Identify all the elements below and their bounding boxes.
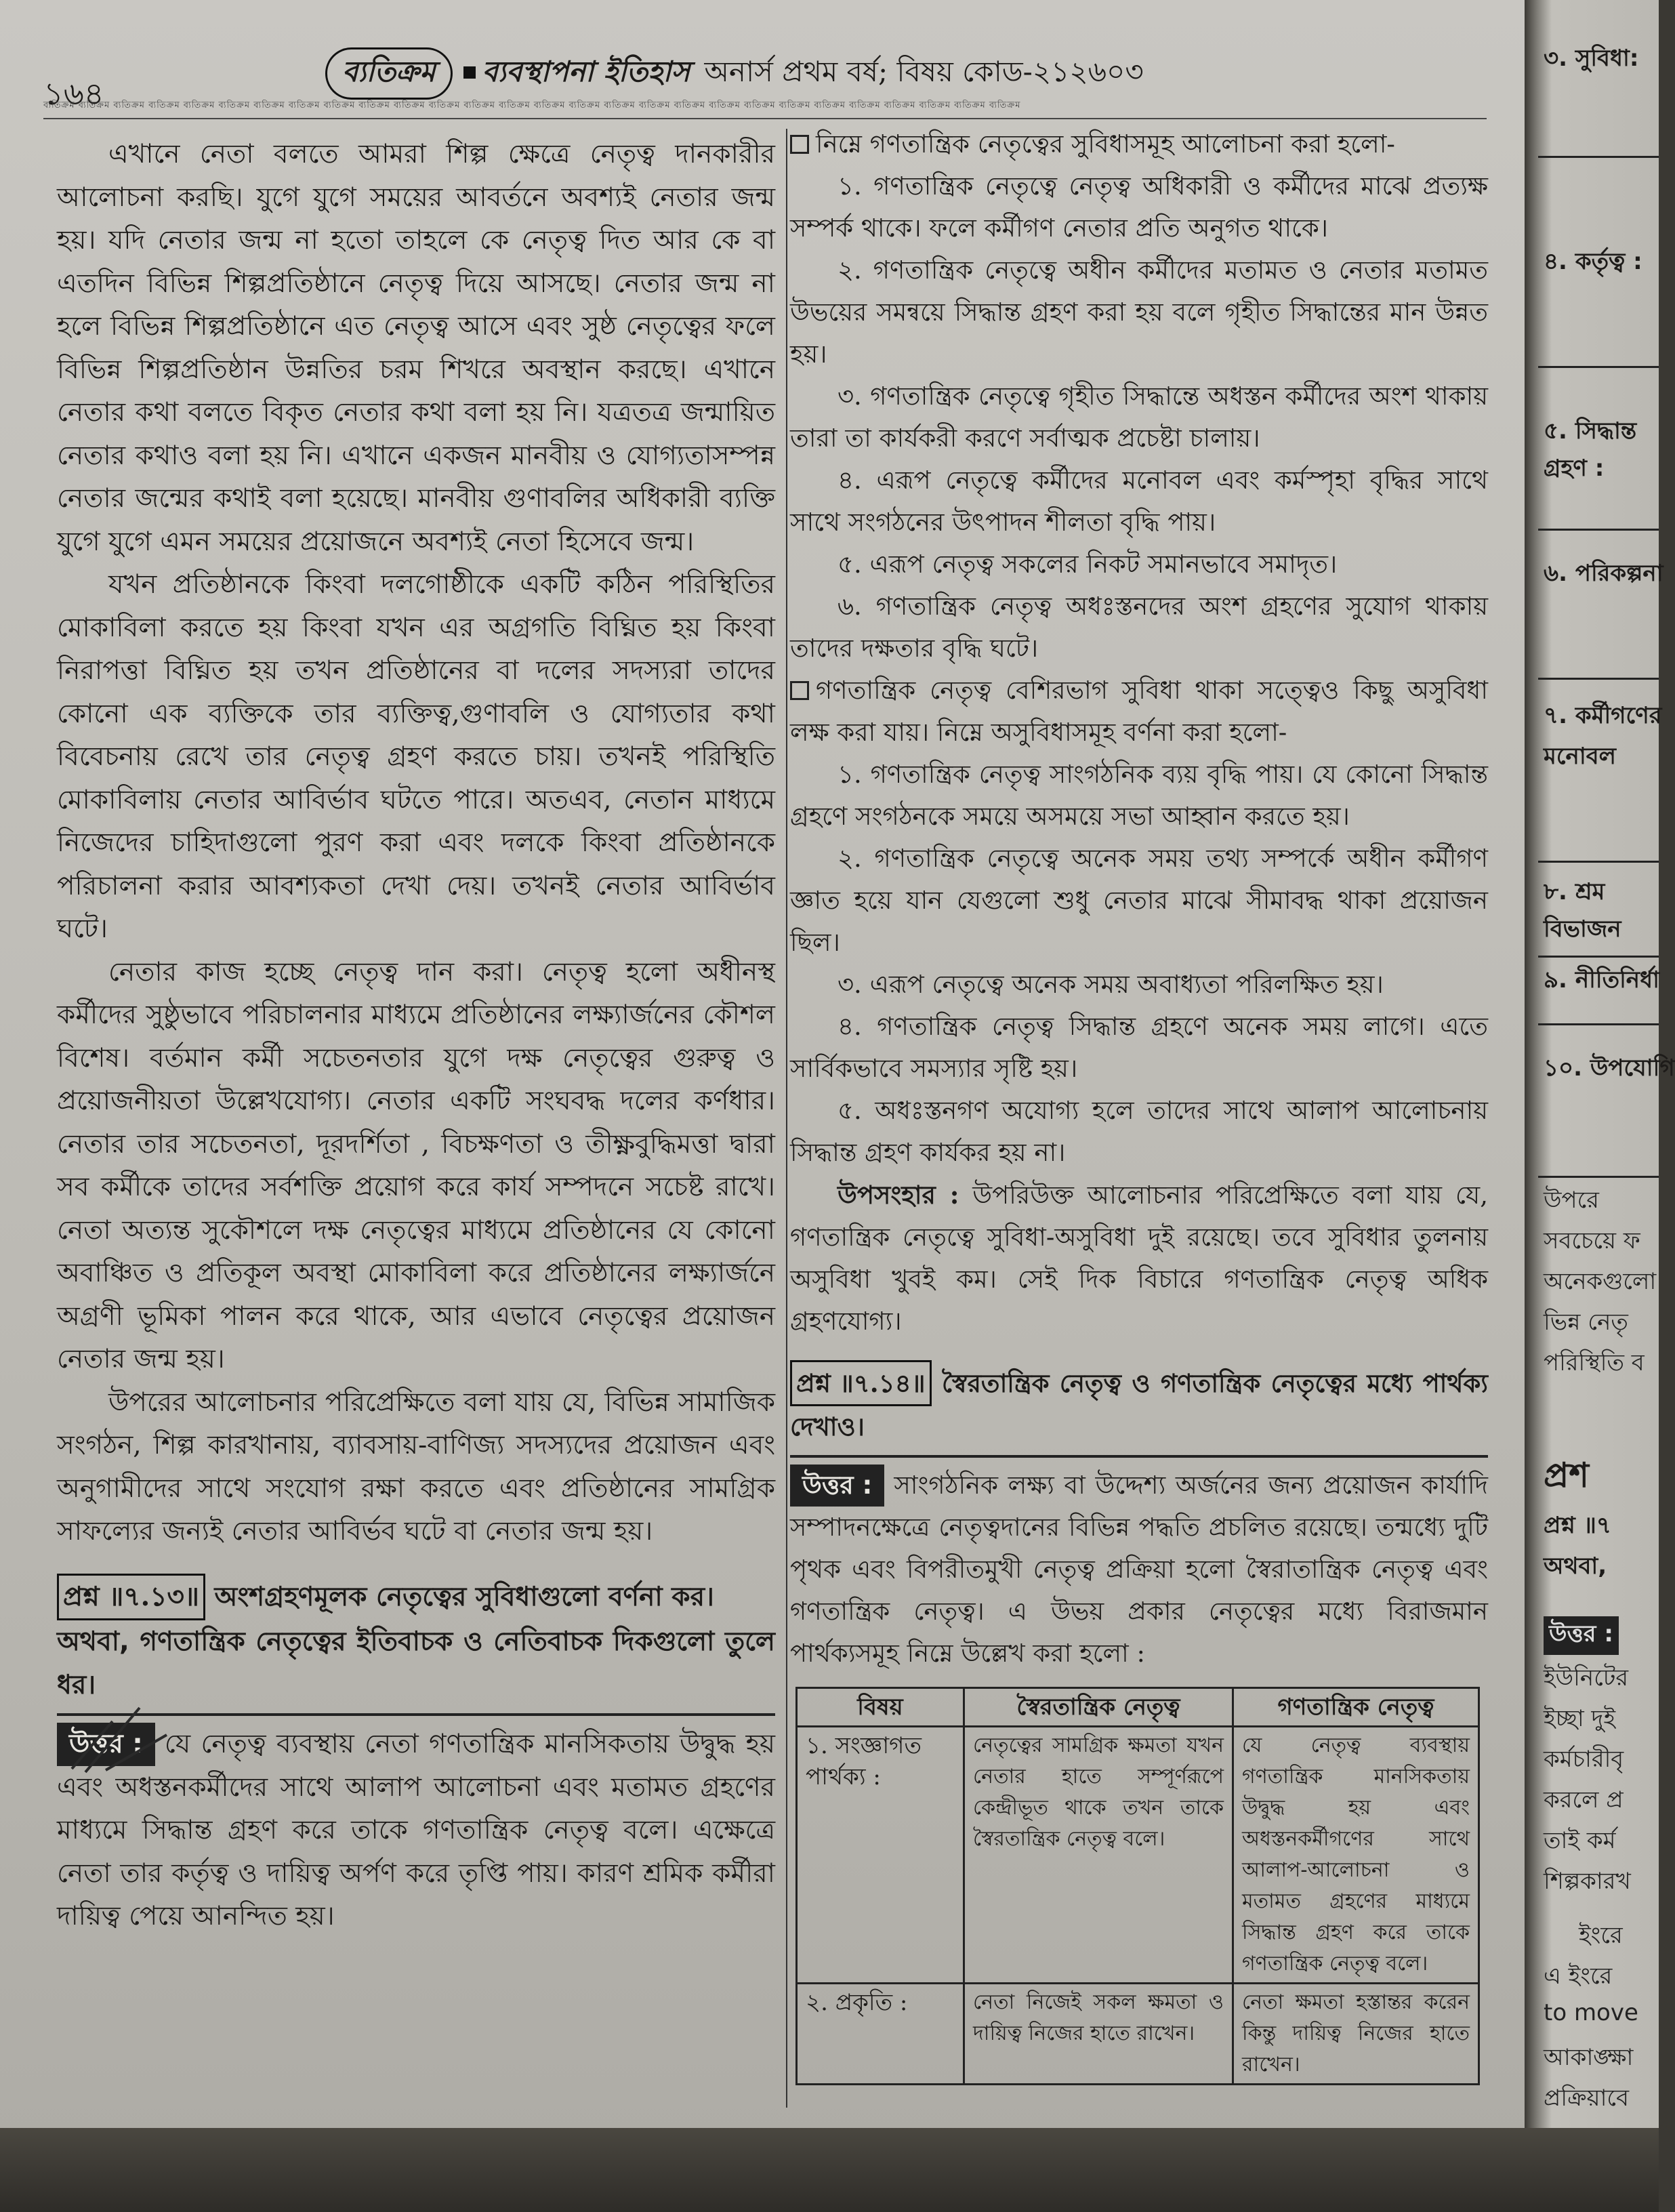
question-text: স্বৈরতান্ত্রিক নেতৃত্ব ও গণতান্ত্রিক নেতৃত্বের মধ্যে পার্থক্য দেখাও। [790, 1369, 1488, 1441]
adjacent-rule [1538, 956, 1659, 958]
advantage-item: ৬. গণতান্ত্রিক নেতৃত্ব অধঃস্তনদের অংশ গ্রহণের সুযোগ থাকায় তাদের দক্ষতার বৃদ্ধি ঘটে। [790, 592, 1488, 663]
table-cell: নেতা নিজেই সকল ক্ষমতা ও দায়িত্ব নিজের হাতে রাখেন। [964, 1984, 1233, 2085]
adjacent-text: সবচেয়ে ফ [1544, 1227, 1640, 1254]
right-column [790, 123, 1488, 2085]
adjacent-text: অনেকগুলো [1544, 1268, 1657, 1295]
adjacent-item: ৯. নীতিনির্ধা [1544, 966, 1660, 994]
divider [790, 1455, 1488, 1458]
adjacent-text: ইচ্ছা দুই [1544, 1705, 1616, 1732]
adjacent-rule [1538, 529, 1659, 531]
column-header: গণতান্ত্রিক নেতৃত্ব [1233, 1688, 1479, 1727]
adjacent-text: এ ইংরে [1544, 1963, 1613, 1990]
disadvantage-item: ৫. অধঃস্তনগণ অযোগ্য হলে তাদের সাথে আলাপ আলোচনায় সিদ্ধান্ত গ্রহণ কার্যকর হয় না। [790, 1096, 1488, 1167]
adjacent-item: ১০. উপযোগি [1544, 1054, 1675, 1082]
question-alternative: অথবা, গণতান্ত্রিক নেতৃত্বের ইতিবাচক ও নেতিবাচক দিকগুলো তুলে ধর। [57, 1626, 775, 1700]
adjacent-text: করলে প্র [1544, 1786, 1624, 1814]
adjacent-rule [1538, 861, 1659, 863]
disadvantages-intro: গণতান্ত্রিক নেতৃত্ব বেশিরভাগ সুবিধা থাকা সত্ত্বেও কিছু অসুবিধা লক্ষ করা যায়। নিম্নে অসুবিধাসমূহ বর্ণনা করা হলো- [790, 676, 1488, 747]
question-text: অংশগ্রহণমূলক নেতৃত্বের সুবিধাগুলো বর্ণনা কর। [214, 1581, 714, 1612]
advantages-intro: নিম্নে গণতান্ত্রিক নেতৃত্বের সুবিধাসমূহ আলোচনা করা হলো- [790, 123, 1488, 165]
conclusion: উপসংহার : উপরিউক্ত আলোচনার পরিপ্রেক্ষিতে বলা যায় যে, গণতান্ত্রিক নেতৃত্বে সুবিধা-অসুবিধা দুই রয়েছে। তবে সুবিধার তুলনায় অসুবিধা খুবই কম। সেই দিক বিচারে গণতান্ত্রিক নেতৃত্ব অধিক গ্রহণযোগ্য। [790, 1180, 1489, 1336]
column-header: স্বৈরতান্ত্রিক নেতৃত্ব [964, 1688, 1233, 1727]
paragraph: নেতার কাজ হচ্ছে নেতৃত্ব দান করা। নেতৃত্ব হলো অধীনস্থ কর্মীদের সুষ্ঠুভাবে পরিচালনার মাধ্যমে প্রতিষ্ঠানের লক্ষ্যার্জনের কৌশল বিশেষ। বর্তমান কর্মী সচেতনতার যুগে দক্ষ নেতৃত্বের গুরুত্ব ও প্রয়োজনীয়তা উল্লেখযোগ্য। নেতার একটি সংঘবদ্ধ দলের কর্ণধার। নেতার তার সচেতনতা, দূরদর্শিতা , বিচক্ষণতা ও তীক্ষ্ণবুদ্ধিমত্তা দ্বারা সব কর্মীকে তাদের সর্বশক্তি প্রয়োগ করে কার্য সম্পদনে সচেষ্ট রাখে। নেতা অত্যন্ত সুকৌশলে দক্ষ নেতৃত্বের মাধ্যমে প্রতিষ্ঠানের যে কোনো অবাঞ্চিত ও প্রতিকূল অবস্থা মোকাবিলা করে প্রতিষ্ঠানের লক্ষ্যার্জনে অগ্রণী ভূমিকা পালন করে থাকে, আর এভাবে নেতৃত্বের প্রয়োজন নেতার জন্ম হয়। [57, 956, 775, 1374]
adjacent-text: পরিস্থিতি ব [1544, 1349, 1645, 1376]
column-header: বিষয় [797, 1688, 964, 1727]
left-column [57, 133, 775, 1938]
advantage-item: ১. গণতান্ত্রিক নেতৃত্বে নেতৃত্ব অধিকারী ও কর্মীদের মাঝে প্রত্যক্ষ সম্পর্ক থাকে। ফলে কর্মীগণ নেতার প্রতি অনুগত থাকে। [790, 171, 1488, 243]
adjacent-text: কর্মচারীবৃ [1544, 1746, 1624, 1773]
header-pattern-strip: ব্যতিক্রম ব্যতিক্রম ব্যতিক্রম ব্যতিক্রম ব্যতিক্রম ব্যতিক্রম ব্যতিক্রম ব্যতিক্রম ব্যতিক্রম ব্যতিক্রম ব্যতিক্রম ব্যতিক্রম ব্যতিক্রম ব্যতিক্রম ব্যতিক্রম ব্যতিক্রম ব্যতিক্রম ব্যতিক্রম ব্যতিক্রম ব্যতিক্রম ব্যতিক্রম ব্যতিক্রম ব্যতিক্রম ব্যতিক্রম ব্যতিক্রম ব্যতিক্রম ব্যতিক্রম ব্যতিক্রম [43, 99, 1487, 119]
adjacent-text: অথবা, [1544, 1553, 1607, 1580]
adjacent-text: to move [1544, 1999, 1638, 2026]
adjacent-text: প্রক্রিয়াবে [1544, 2085, 1630, 2112]
adjacent-text: ভিন্ন নেতৃ [1544, 1309, 1628, 1336]
adjacent-rule [1538, 1023, 1659, 1025]
answer-label: উত্তর : [57, 1723, 155, 1766]
paragraph: এখানে নেতা বলতে আমরা শিল্প ক্ষেত্রে নেতৃত্ব দানকারীর আলোচনা করছি। যুগে যুগে সময়ের আবর্তনে অবশ্যই নেতার জন্ম হয়। যদি নেতার জন্ম না হতো তাহলে কে নেতৃত্ব দিত আর কে বা এতদিন বিভিন্ন শিল্পপ্রতিষ্ঠানে নেতৃত্ব দিয়ে আসছে। নেতার জন্ম না হলে বিভিন্ন শিল্পপ্রতিষ্ঠানে এত নেতৃত্ব আসে এবং সুষ্ঠ নেতৃত্বের ফলে বিভিন্ন শিল্পপ্রতিষ্ঠান উন্নতির চরম শিখরে অবস্থান করছে। এখানে নেতার কথা বলতে বিকৃত নেতার কথা বলা হয় নি। যত্রতত্র জন্মায়িত নেতার কথাও বলা হয় নি। এখানে একজন মানবীয় ও যোগ্যতাসম্পন্ন নেতার জন্মের কথাই বলা হয়েছে। মানবীয় গুণাবলির অধিকারী ব্যক্তি যুগে যুগে এমন সময়ের প্রয়োজনে অবশ্যই নেতা হিসেবে জন্ম। [57, 139, 775, 557]
checkbox-bullet-icon [790, 681, 809, 700]
answer-text: সাংগঠনিক লক্ষ্য বা উদ্দেশ্য অর্জনের জন্য প্রয়োজন কার্যাদি সম্পাদনক্ষেত্রে নেতৃত্বদানের বিভিন্ন পদ্ধতি প্রচলিত রয়েছে। তন্মধ্যে দুটি পৃথক এবং বিপরীতমুখী নেতৃত্ব প্রক্রিয়া হলো স্বৈরাতান্ত্রিক নেতৃত্ব এবং গণতান্ত্রিক নেতৃত্ব। এ উভয় প্রকার নেতৃত্বের মধ্যে বিরাজমান পার্থক্যসমূহ নিম্নে উল্লেখ করা হলো : [790, 1471, 1488, 1668]
adjacent-text: তাই কর্ম [1544, 1827, 1616, 1854]
question-tag: প্রশ্ন ॥৭.১৩॥ [57, 1574, 205, 1621]
adjacent-item: গ্রহণ : [1544, 455, 1605, 482]
table-cell: নেতা ক্ষমতা হস্তান্তর করেন কিন্তু দায়িত্ব নিজের হাতে রাখেন। [1233, 1984, 1479, 2085]
checkbox-bullet-icon [790, 135, 809, 154]
answer-label: উত্তর : [790, 1465, 884, 1507]
adjacent-item: মনোবল [1544, 743, 1616, 770]
adjacent-item: ৫. সিদ্ধান্ত [1544, 417, 1637, 445]
adjacent-text: ইংরে [1579, 1922, 1623, 1949]
table-row [797, 1727, 1479, 1984]
table-row [797, 1984, 1479, 2085]
table-cell: ২. প্রকৃতি : [797, 1984, 964, 2085]
disadvantage-item: ৪. গণতান্ত্রিক নেতৃত্ব সিদ্ধান্ত গ্রহণে অনেক সময় লাগে। এতে সার্বিকভাবে সমস্যার সৃষ্টি হয়। [790, 1012, 1488, 1083]
table-cell: ১. সংজ্ঞাগত পার্থক্য : [797, 1727, 964, 1984]
paragraph: যখন প্রতিষ্ঠানকে কিংবা দলগোষ্ঠীকে একটি কঠিন পরিস্থিতির মোকাবিলা করতে হয় কিংবা যখন এর অগ্রগতি বিঘ্নিত হয় কিংবা নিরাপত্তা বিঘ্নিত হয় তখন প্রতিষ্ঠানের বা দলের সদস্যরা তাদের কোনো এক ব্যক্তিকে তার ব্যক্তিত্ব,গুণাবলি ও যোগ্যতার কথা বিবেচনায় রেখে তার নেতৃত্ব গ্রহণ করতে চায়। তখনই পরিস্থিতি মোকাবিলায় নেতার আবির্ভাব ঘটতে পারে। অতএব, নেতান মাধ্যমে নিজেদের চাহিদাগুলো পুরণ করা এবং দলকে কিংবা প্রতিষ্ঠানকে পরিচালনা করার আবশ্যকতা দেখা দেয়। তখনই নেতার আবির্ভাব ঘটে। [57, 569, 775, 944]
disadvantage-item: ২. গণতান্ত্রিক নেতৃত্বে অনেক সময় তথ্য সম্পর্কে অধীন কর্মীগণ জ্ঞাত হয়ে যান যেগুলো শুধু নেতার মাঝে সীমাবদ্ধ থাকা প্রয়োজন ছিল। [790, 844, 1488, 957]
question-7-14 [790, 1360, 1488, 1448]
adjacent-item: বিভাজন [1544, 916, 1621, 943]
table-cell: নেতৃত্বের সামগ্রিক ক্ষমতা যখন নেতার হাতে সম্পূর্ণরূপে কেন্দ্রীভূত থাকে তখন তাকে স্বৈরতান্ত্রিক নেতৃত্ব বলে। [964, 1727, 1233, 1984]
answer-text: যে নেতৃত্ব ব্যবস্থায় নেতা গণতান্ত্রিক মানসিকতায় উদ্বুদ্ধ হয় এবং অধস্তনকর্মীদের সাথে আলাপ আলোচনা এবং মতামত গ্রহণের মাধ্যমে সিদ্ধান্ত গ্রহণ করে তাকে গণতান্ত্রিক নেতৃত্ব বলে। এক্ষেত্রে নেতা তার কর্তৃত্ব ও দায়িত্ব অর্পণ করে তৃপ্তি পায়। কারণ শ্রমিক কর্মীরা দায়িত্ব পেয়ে আনন্দিত হয়। [57, 1729, 775, 1931]
photo-background-shadow [0, 2128, 1659, 2212]
disadvantage-item: ১. গণতান্ত্রিক নেতৃত্ব সাংগঠনিক ব্যয় বৃদ্ধি পায়। যে কোনো সিদ্ধান্ত গ্রহণে সংগঠনকে সময়ে অসময়ে সভা আহ্বান করতে হয়। [790, 760, 1488, 831]
adjacent-rule [1538, 1176, 1659, 1178]
adjacent-answer-label: উত্তর : [1544, 1616, 1619, 1655]
adjacent-item: ৭. কর্মীগণের [1544, 702, 1662, 729]
advantage-item: ৫. এরূপ নেতৃত্ব সকলের নিকট সমানভাবে সমাদৃত। [838, 550, 1338, 579]
advantage-item: ৩. গণতান্ত্রিক নেতৃত্বে গৃহীত সিদ্ধান্তে অধস্তন কর্মীদের অংশ থাকায় তারা তা কার্যকরী করণে সর্বাত্মক প্রচেষ্টা চালায়। [790, 382, 1488, 453]
advantage-item: ৪. এরূপ নেতৃত্বে কর্মীদের মনোবল এবং কর্মস্পৃহা বৃদ্ধির সাথে সাথে সংগঠনের উৎপাদন শীলতা বৃদ্ধি পায়। [790, 466, 1488, 537]
conclusion-label: উপসংহার : [838, 1180, 959, 1210]
adjacent-item: ৪. কর্তৃত্ব : [1544, 248, 1642, 275]
adjacent-rule [1538, 156, 1659, 158]
paragraph: উপরের আলোচনার পরিপ্রেক্ষিতে বলা যায় যে, বিভিন্ন সামাজিক সংগঠন, শিল্প কারখানায়, ব্যাবসায়-বাণিজ্য সদস্যদের প্রয়োজন এবং অনুগামীদের সাথে সংযোগ রক্ষা করতে এবং প্রতিষ্ঠানের সামগ্রিক সাফল্যের জন্যই নেতার আবির্ভব ঘটে বা নেতার জন্ম হয়। [57, 1387, 775, 1547]
answer-7-14 [790, 1465, 1488, 1675]
book-name: ব্যবস্থাপনা ইতিহাস [482, 55, 690, 88]
adjacent-item: ৬. পরিকল্পনা [1544, 560, 1663, 587]
advantage-item: ২. গণতান্ত্রিক নেতৃত্বে অধীন কর্মীদের মতামত ও নেতার মতামত উভয়ের সমন্বয়ে সিদ্ধান্ত গ্রহণ করা হয় বলে গৃহীত সিদ্ধান্তের মান উন্নত হয়। [790, 255, 1488, 369]
page-number: ১৬৪ [43, 75, 104, 112]
square-bullet-icon [463, 66, 476, 79]
adjacent-item: ৮. শ্রম [1544, 878, 1605, 905]
publisher-logo: ব্যতিক্রম [325, 47, 453, 100]
adjacent-text: প্রশ্ন ॥৭ [1544, 1512, 1611, 1539]
adjacent-text: শিল্পকারখ [1544, 1868, 1631, 1895]
course-subtitle: অনার্স প্রথম বর্ষ; বিষয় কোড-২১২৬০৩ [704, 55, 1144, 88]
column-divider [786, 129, 787, 2108]
running-header [325, 47, 1144, 100]
adjacent-text: উপরে [1544, 1187, 1599, 1214]
pencil-tick-mark [65, 1694, 173, 1776]
adjacent-heading: প্রশ [1544, 1456, 1589, 1495]
adjacent-text: আকাঙ্ক্ষা [1544, 2044, 1634, 2071]
adjacent-rule [1538, 366, 1659, 368]
table-cell: যে নেতৃত্ব ব্যবস্থায় গণতান্ত্রিক মানসিকতায় উদ্বুদ্ধ হয় এবং অধস্তনকর্মীগণের সাথে আলাপ-আলোচনা ও মতামত গ্রহণের মাধ্যমে সিদ্ধান্ত গ্রহণ করে তাকে গণতান্ত্রিক নেতৃত্ব বলে। [1233, 1727, 1479, 1984]
adjacent-page-edge [1525, 0, 1675, 2212]
question-7-13 [57, 1574, 775, 1621]
adjacent-item: ৩. সুবিধা: [1544, 45, 1639, 72]
disadvantage-item: ৩. এরূপ নেতৃত্বে অনেক সময় অবাধ্যতা পরিলক্ষিত হয়। [838, 970, 1384, 999]
adjacent-rule [1538, 678, 1659, 680]
comparison-table [795, 1687, 1480, 2085]
adjacent-text: ইউনিটের [1544, 1664, 1629, 1692]
question-tag: প্রশ্ন ॥৭.১৪॥ [790, 1360, 932, 1406]
table-header-row [797, 1688, 1479, 1727]
